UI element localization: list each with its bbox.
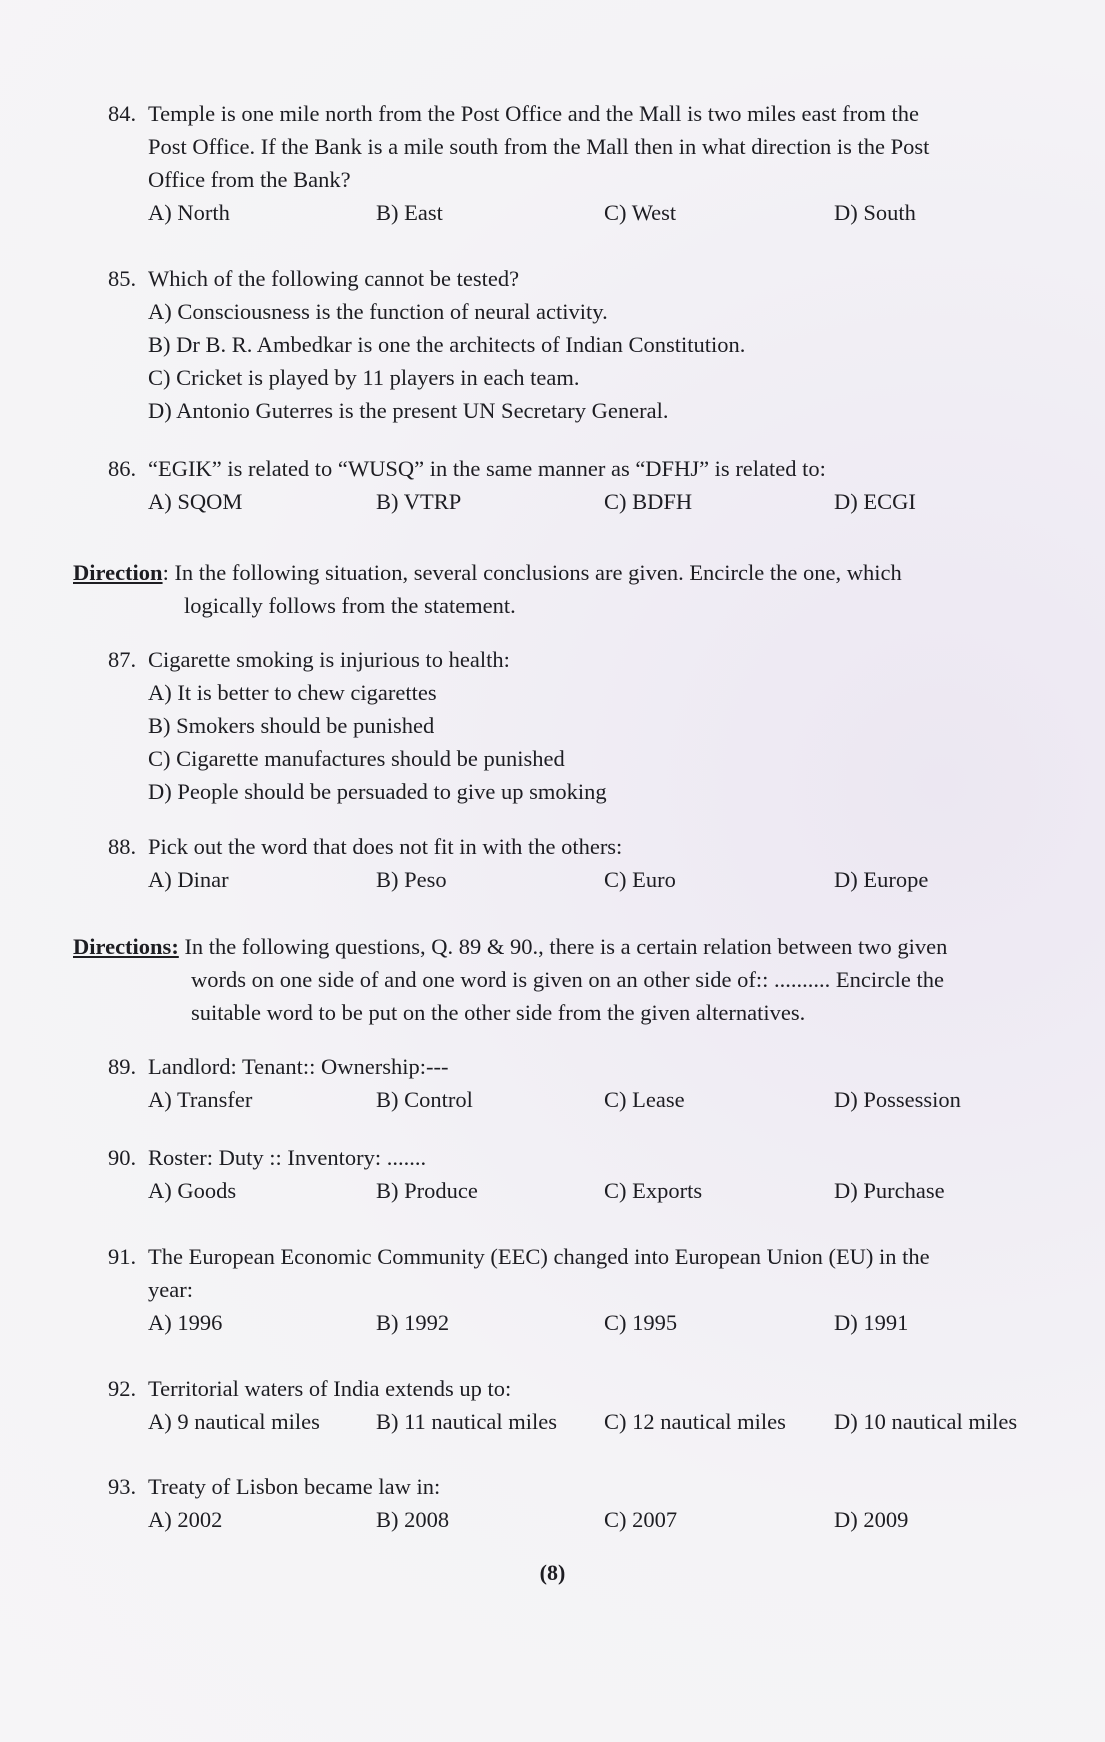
option-a[interactable]: A) Consciousness is the function of neural activity.: [148, 299, 608, 324]
option-d[interactable]: D) Antonio Guterres is the present UN Secretary General.: [148, 398, 669, 423]
question-91: [108, 1240, 1068, 1339]
option-c[interactable]: C) BDFH: [604, 489, 693, 514]
option-d[interactable]: D) ECGI: [834, 489, 916, 514]
option-d[interactable]: D) Europe: [834, 867, 929, 892]
option-a[interactable]: A) North: [148, 200, 230, 225]
question-number: 93.: [108, 1474, 137, 1499]
option-b[interactable]: B) Produce: [376, 1178, 478, 1203]
options-row: [108, 1174, 1068, 1207]
option-a[interactable]: A) Dinar: [148, 867, 229, 892]
question-93: [108, 1470, 1068, 1536]
option-b[interactable]: B) 1992: [376, 1310, 450, 1335]
option-b[interactable]: B) Dr B. R. Ambedkar is one the architects of Indian Constitution.: [148, 332, 746, 357]
question-text-line: The European Economic Community (EEC) changed into European Union (EU) in the: [148, 1244, 930, 1269]
option-c[interactable]: C) Cricket is played by 11 players in each team.: [148, 365, 580, 390]
options-row: [108, 1306, 1068, 1339]
option-a[interactable]: A) It is better to chew cigarettes: [148, 680, 437, 705]
option-a[interactable]: A) Goods: [148, 1178, 237, 1203]
option-b[interactable]: B) 11 nautical miles: [376, 1409, 557, 1434]
options-list: [148, 295, 1068, 427]
option-d[interactable]: D) 2009: [834, 1507, 909, 1532]
question-text-line: Post Office. If the Bank is a mile south from the Mall then in what direction is the Post: [148, 134, 930, 159]
question-number: 84.: [108, 101, 137, 126]
question-number: 88.: [108, 834, 137, 859]
options-row: [108, 863, 1068, 896]
option-c[interactable]: C) West: [604, 200, 677, 225]
question-90: [108, 1141, 1068, 1207]
question-number: 92.: [108, 1376, 137, 1401]
option-c[interactable]: C) Euro: [604, 867, 676, 892]
question-text-line: Roster: Duty :: Inventory: .......: [148, 1145, 427, 1170]
question-86: [108, 452, 1068, 518]
question-88: [108, 830, 1068, 896]
direction-block-2: [73, 930, 1063, 1029]
direction-text: suitable word to be put on the other side from the given alternatives.: [191, 1000, 806, 1025]
direction-text: words on one side of and one word is given on an other side of:: .......... Encircle the: [191, 967, 944, 992]
option-c[interactable]: C) Lease: [604, 1087, 685, 1112]
question-number: 89.: [108, 1054, 137, 1079]
option-d[interactable]: D) South: [834, 200, 916, 225]
option-a[interactable]: A) Transfer: [148, 1087, 253, 1112]
option-d[interactable]: D) Purchase: [834, 1178, 945, 1203]
question-text-line: Which of the following cannot be tested?: [148, 266, 520, 291]
question-85: [108, 262, 1068, 427]
option-c[interactable]: C) Cigarette manufactures should be punished: [148, 746, 565, 771]
option-c[interactable]: C) 2007: [604, 1507, 678, 1532]
options-row: [108, 196, 1068, 229]
option-b[interactable]: B) 2008: [376, 1507, 450, 1532]
question-text-line: Pick out the word that does not fit in with the others:: [148, 834, 623, 859]
option-c[interactable]: C) 12 nautical miles: [604, 1409, 786, 1434]
question-text-line: Territorial waters of India extends up to:: [148, 1376, 512, 1401]
question-text-line: Office from the Bank?: [148, 167, 351, 192]
direction-text: logically follows from the statement.: [184, 593, 516, 618]
option-a[interactable]: A) 9 nautical miles: [148, 1409, 320, 1434]
option-d[interactable]: D) 1991: [834, 1310, 909, 1335]
direction-text: In the following questions, Q. 89 & 90., there is a certain relation between two given: [178, 934, 948, 959]
question-text-line: year:: [148, 1277, 193, 1302]
question-number: 90.: [108, 1145, 137, 1170]
question-92: [108, 1372, 1068, 1438]
option-a[interactable]: A) SQOM: [148, 489, 243, 514]
question-89: [108, 1050, 1068, 1116]
direction-label: Direction: [73, 560, 163, 585]
options-row: [108, 485, 1068, 518]
direction-block-1: [73, 556, 1063, 622]
option-b[interactable]: B) Control: [376, 1087, 473, 1112]
option-d[interactable]: D) 10 nautical miles: [834, 1409, 1018, 1434]
option-c[interactable]: C) Exports: [604, 1178, 703, 1203]
options-list: [148, 676, 1068, 808]
option-b[interactable]: B) VTRP: [376, 489, 462, 514]
question-number: 86.: [108, 456, 137, 481]
option-b[interactable]: B) Smokers should be punished: [148, 713, 435, 738]
direction-label: Directions:: [73, 934, 179, 959]
option-c[interactable]: C) 1995: [604, 1310, 678, 1335]
question-number: 91.: [108, 1244, 137, 1269]
option-d[interactable]: D) Possession: [834, 1087, 961, 1112]
question-text-line: Temple is one mile north from the Post Office and the Mall is two miles east from the: [148, 101, 919, 126]
question-number: 85.: [108, 266, 137, 291]
options-row: [108, 1503, 1068, 1536]
option-b[interactable]: B) East: [376, 200, 443, 225]
options-row: [108, 1405, 1068, 1438]
option-a[interactable]: A) 1996: [148, 1310, 223, 1335]
options-row: [108, 1083, 1068, 1116]
question-number: 87.: [108, 647, 137, 672]
direction-text: : In the following situation, several conclusions are given. Encircle the one, which: [162, 560, 902, 585]
question-text-line: Cigarette smoking is injurious to health:: [148, 647, 510, 672]
option-b[interactable]: B) Peso: [376, 867, 447, 892]
question-84: [108, 97, 1068, 229]
question-87: [108, 643, 1068, 808]
question-text-line: Treaty of Lisbon became law in:: [148, 1474, 441, 1499]
option-a[interactable]: A) 2002: [148, 1507, 223, 1532]
question-text-line: “EGIK” is related to “WUSQ” in the same manner as “DFHJ” is related to:: [148, 456, 826, 481]
page-number: (8): [539, 1560, 566, 1585]
option-d[interactable]: D) People should be persuaded to give up smoking: [148, 779, 607, 804]
question-text-line: Landlord: Tenant:: Ownership:---: [148, 1054, 449, 1079]
